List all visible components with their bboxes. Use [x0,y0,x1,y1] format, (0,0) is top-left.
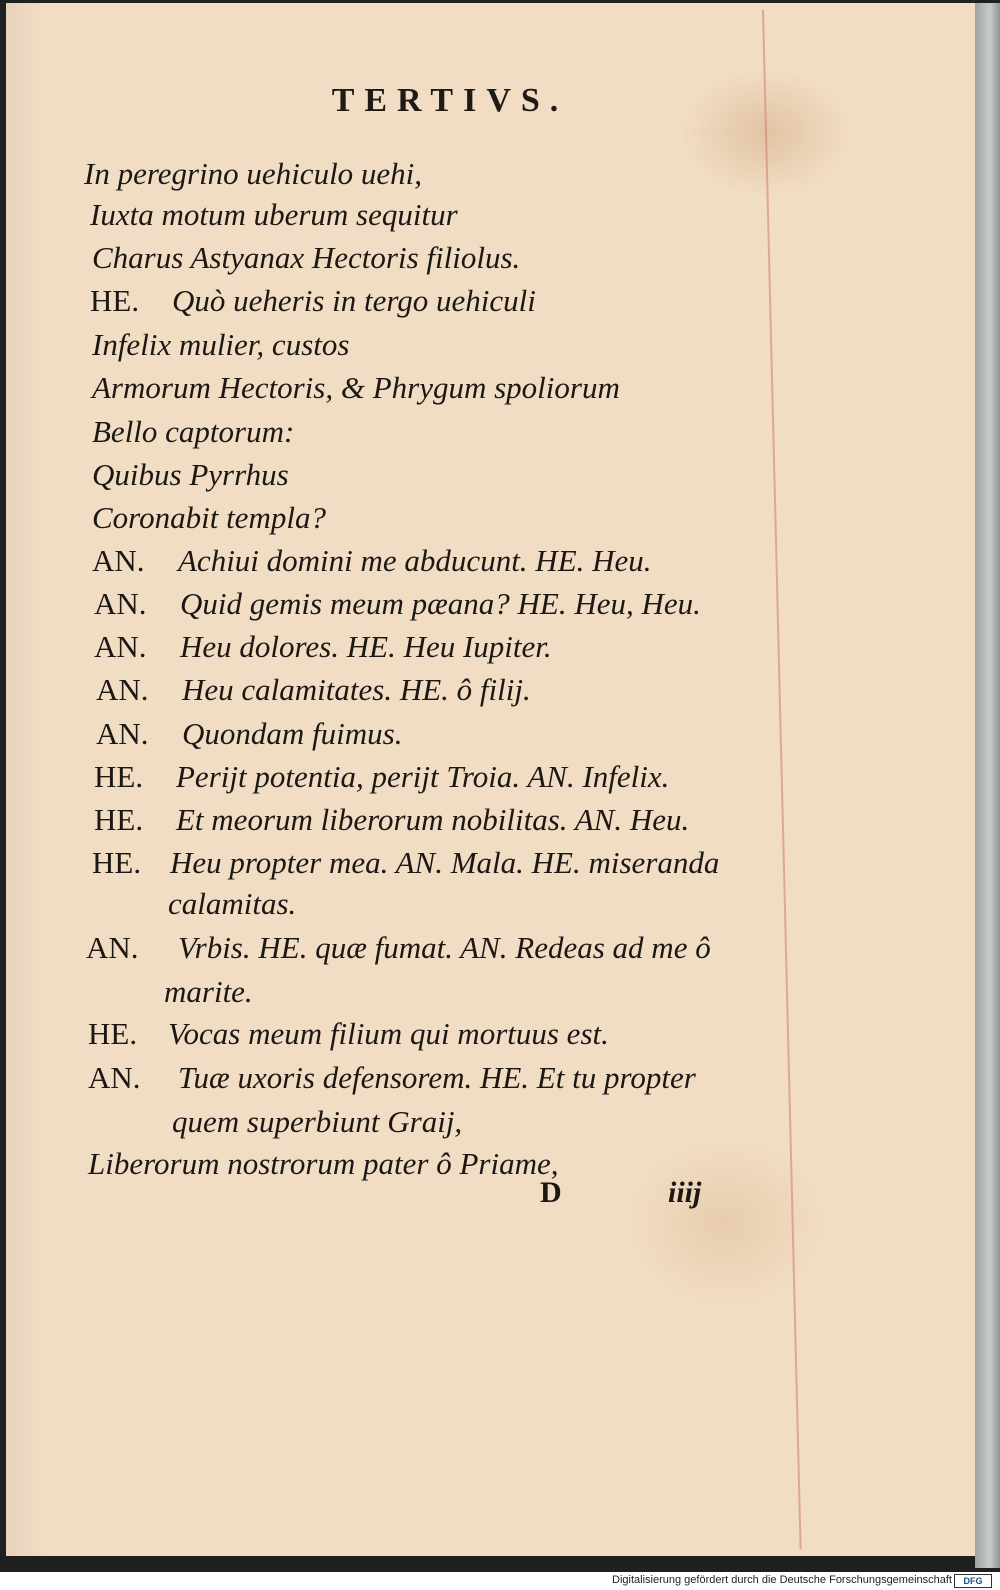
text-line: HE. Vocas meum filium qui mortuus est. [88,1016,609,1051]
text-line: AN. Quondam fuimus. [96,716,403,751]
text-line: Quibus Pyrrhus [92,457,289,492]
speaker-label: HE. [94,759,144,794]
speaker-label: AN. [94,629,147,664]
text-line: Iuxta motum uberum sequitur [90,197,458,232]
text-line: HE. Perijt potentia, perijt Troia. AN. Infelix. [94,759,670,794]
text-line: quem superbiunt Graij, [172,1104,463,1139]
text-line: Bello captorum: [92,414,295,449]
speaker-label: HE. [94,802,144,837]
text-line: calamitas. [168,886,297,921]
footer-bar [0,1572,1000,1590]
text-line: AN. Vrbis. HE. quæ fumat. AN. Redeas ad me ô [86,930,711,965]
text-line: Infelix mulier, custos [92,327,350,362]
credit-text: Digitalisierung gefördert durch die Deutsche Forschungsgemeinschaft [612,1574,952,1586]
speaker-label: AN. [96,672,149,707]
text-line: HE. Et meorum liberorum nobilitas. AN. Heu. [94,802,690,837]
text-line: Coronabit templa? [92,500,326,535]
text-line: AN. Achiui domini me abducunt. HE. Heu. [92,543,652,578]
text-line: Armorum Hectoris, & Phrygum spoliorum [92,370,620,405]
signature-number: iiij [668,1176,702,1209]
dfg-logo[interactable]: DFG [954,1574,992,1588]
speaker-label: AN. [86,930,139,965]
running-head: TERTIVS. [331,82,569,119]
text-line: HE. Heu propter mea. AN. Mala. HE. miseranda [92,845,720,880]
speaker-label: HE. [92,845,142,880]
speaker-label: HE. [90,283,140,318]
text-line: AN. Heu dolores. HE. Heu Iupiter. [94,629,552,664]
speaker-label: AN. [94,586,147,621]
speaker-label: AN. [96,716,149,751]
speaker-label: AN. [88,1060,141,1095]
book-edge [975,3,1000,1568]
text-line: Charus Astyanax Hectoris filiolus. [92,240,521,275]
text-line: AN. Heu calamitates. HE. ô filij. [96,672,531,707]
speaker-label: HE. [88,1016,138,1051]
signature-mark: D [540,1176,562,1209]
speaker-label: AN. [92,543,145,578]
text-line: Liberorum nostrorum pater ô Priame, [88,1146,559,1181]
text-line: In peregrino uehiculo uehi, [84,156,423,191]
text-line: AN. Quid gemis meum pæana? HE. Heu, Heu. [94,586,701,621]
text-line: HE. Quò ueheris in tergo uehiculi [90,283,536,318]
text-line: marite. [164,974,253,1009]
text-line: AN. Tuæ uxoris defensorem. HE. Et tu propter [88,1060,696,1095]
